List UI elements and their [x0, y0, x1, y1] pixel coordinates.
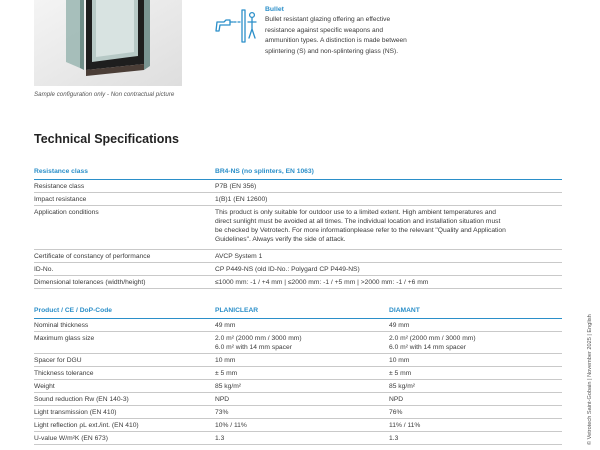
header-col-planiclear: PLANICLEAR — [215, 307, 259, 314]
application-line: Guidelines". Always verify the side of attack. — [215, 236, 346, 243]
row-value: ≤1000 mm: -1 / +4 mm | ≤2000 mm: -1 / +5 mm | >2000 mm: -1 / +6 mm — [215, 279, 429, 286]
product-table — [34, 306, 562, 445]
table-row — [34, 367, 562, 380]
table-row — [34, 250, 562, 263]
row-value: 49 mm — [215, 322, 236, 329]
product-photo — [34, 0, 182, 86]
table-row — [34, 354, 562, 367]
row-value: 85 kg/m² — [389, 383, 416, 390]
row-value — [389, 334, 476, 352]
table-row — [34, 332, 562, 354]
table-row — [34, 180, 562, 193]
row-value: NPD — [215, 396, 230, 403]
application-line: be checked by Vetrotech. For more informationplease refer to the relevant "Quality and Application — [215, 227, 506, 234]
row-value — [215, 334, 302, 352]
resistance-table — [34, 167, 562, 289]
table-row — [34, 276, 562, 289]
row-value: ± 5 mm — [389, 370, 412, 377]
row-value: 49 mm — [389, 322, 410, 329]
value-line: 2.0 m² (2000 mm / 3000 mm) — [389, 335, 476, 342]
row-label: Maximum glass size — [34, 335, 95, 342]
bullet-line: resistance against specific weapons and — [265, 26, 384, 34]
bullet-resistance-icon — [215, 8, 259, 44]
header-value: BR4-NS (no splinters, EN 1063) — [215, 168, 314, 175]
table-header — [34, 306, 562, 319]
row-value: 76% — [389, 409, 403, 416]
bullet-title: Bullet — [265, 6, 284, 13]
row-value: P7B (EN 356) — [215, 183, 257, 190]
table-header — [34, 167, 562, 180]
row-value: 1.3 — [389, 435, 399, 442]
bullet-line: Bullet resistant glazing offering an effective — [265, 16, 391, 23]
row-label: Application conditions — [34, 209, 99, 216]
row-value: 11% / 11% — [389, 422, 421, 429]
value-line: 2.0 m² (2000 mm / 3000 mm) — [215, 335, 302, 342]
table-row — [34, 406, 562, 419]
row-value: 10% / 11% — [215, 422, 247, 429]
row-label: Sound reduction Rw (EN 140-3) — [34, 396, 129, 403]
row-label: Thickness tolerance — [34, 370, 94, 377]
side-copyright-text: © Vetrotech Saint-Gobain | November 2025 | English — [587, 314, 593, 445]
row-label: ID-No. — [34, 266, 54, 273]
bullet-line: ammunition types. A distinction is made between — [265, 37, 407, 44]
application-line: This product is only suitable for outdoor use to a limited extent. High ambient temperatures and — [215, 209, 497, 216]
header-label: Product / CE / DoP-Code — [34, 307, 113, 314]
bullet-line: splintering (S) and non-splintering glass (NS). — [265, 47, 399, 55]
table-row — [34, 380, 562, 393]
glass-sample-image — [34, 0, 182, 86]
row-label: Nominal thickness — [34, 322, 89, 329]
table-row — [34, 263, 562, 276]
row-value: ± 5 mm — [215, 370, 238, 377]
row-value: 73% — [215, 409, 229, 416]
row-value: 10 mm — [215, 357, 236, 364]
row-label: Light transmission (EN 410) — [34, 409, 117, 416]
table-row — [34, 432, 562, 445]
row-label: U-value W/m²K (EN 673) — [34, 435, 108, 442]
row-value: 85 kg/m² — [215, 383, 242, 390]
row-label: Certificate of constancy of performance — [34, 253, 151, 260]
row-value: 10 mm — [389, 357, 410, 364]
value-line: 6.0 m² with 14 mm spacer — [215, 344, 292, 351]
table-row — [34, 319, 562, 332]
row-label: Resistance class — [34, 183, 85, 190]
row-value: 1.3 — [215, 435, 225, 442]
row-value: NPD — [389, 396, 404, 403]
photo-caption: Sample configuration only - Non contractual picture — [34, 91, 175, 98]
row-value: 1(B)1 (EN 12600) — [215, 196, 268, 203]
row-label: Light reflection ρL ext./int. (EN 410) — [34, 422, 139, 429]
table-row — [34, 393, 562, 406]
header-col-diamant: DIAMANT — [389, 307, 420, 314]
table-row — [34, 206, 562, 250]
row-label: Impact resistance — [34, 196, 87, 203]
table-row — [34, 419, 562, 432]
header-label: Resistance class — [34, 168, 88, 175]
row-label: Spacer for DGU — [34, 357, 82, 364]
section-title: Technical Specifications — [34, 132, 179, 146]
row-value: CP P449-NS (old ID-No.: Polygard CP P449-NS) — [215, 266, 360, 273]
row-value: AVCP System 1 — [215, 253, 263, 260]
row-label: Dimensional tolerances (width/height) — [34, 279, 146, 286]
application-line: direct sunlight must be avoided at all times. The individual location and installation situation must — [215, 218, 501, 225]
side-copyright — [585, 305, 593, 445]
application-text — [215, 208, 562, 244]
table-row — [34, 193, 562, 206]
value-line: 6.0 m² with 14 mm spacer — [389, 344, 466, 351]
bullet-description — [265, 15, 445, 57]
row-label: Weight — [34, 383, 55, 390]
